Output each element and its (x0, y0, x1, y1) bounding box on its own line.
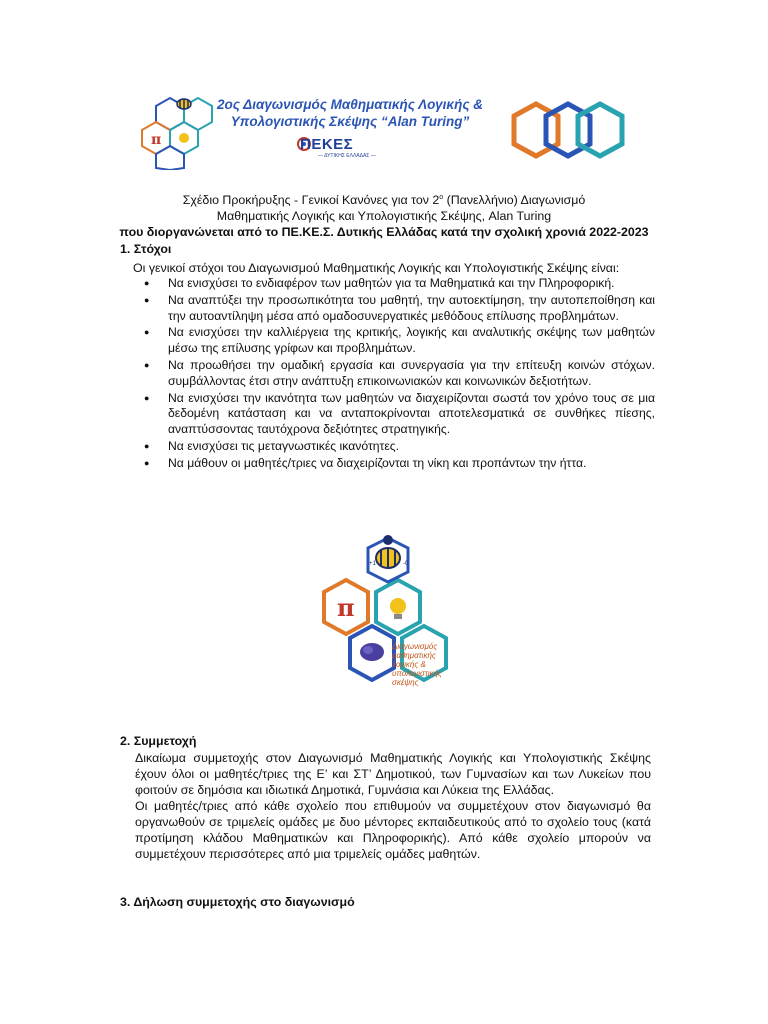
heading-line1 (0, 190, 768, 208)
section-2-title: 2. Συμμετοχή (120, 734, 197, 748)
section-2-paragraph-1: Δικαίωμα συμμετοχής στον Διαγωνισμό Μαθηματικής Λογικής και Υπολογιστικής Σκέψης έχουν όλοι οι μαθητές/τριες της Ε’ και ΣΤ’ Δημοτικού, των Γυμνασίων και των Λυκείων που φοιτούν σε δημόσια και ιδιωτικά Δημοτικά, Γυμνάσια και Λύκεια της Ελλάδας. (135, 751, 651, 797)
banner-bulb-icon (179, 133, 189, 143)
banner-title-line1: 2ος Διαγωνισμός Μαθηματικής Λογικής & (216, 97, 484, 112)
goal-item: ● Να αναπτύξει την προσωπικότητα του μαθητή, την αυτοεκτίμηση, την αυτοπεποίθηση και την αυτοαντίληψη μέσα από ομαδοσυνεργατικές μεθόδους επίλυσης προβλημάτων. (140, 293, 655, 325)
banner-title (200, 96, 500, 130)
document-heading (0, 190, 768, 240)
logo-bee-icon (376, 535, 400, 568)
goal-item: ● Να ενισχύσει το ενδιαφέρον των μαθητών για τα Μαθηματικά και την Πληροφορική. (140, 276, 655, 292)
heading-line1-superscript: ο (439, 194, 444, 201)
section-1-intro: Οι γενικοί στόχοι του Διαγωνισμού Μαθηματικής Λογικής και Υπολογιστικής Σκέψης είναι: (133, 261, 620, 275)
heading-line2: Μαθηματικής Λογικής και Υπολογιστικής Σκέψης, Alan Turing (216, 209, 552, 224)
goal-item: ● Να ενισχύσει την ικανότητα των μαθητών να διαχειρίζονται σωστά τον χρόνο τους σε μια δεδομένη κατάσταση και να ανταποκρίνονται αποτελεσματικά σε συνθήκες πίεσης, αναπτύσσοντας ταυτόχρονα δεξιότητες στρατηγικής. (140, 391, 655, 438)
heading-line1-end: (Πανελλήνιο) Διαγωνισμό (443, 193, 586, 208)
goal-item: ● Να μάθουν οι μαθητές/τριες να διαχειρίζονται τη νίκη και προπάντων την ήττα. (140, 456, 655, 472)
logo-brain-icon (360, 643, 384, 661)
goal-item: ● Να ενισχύσει τις μεταγνωστικές ικανότητες. (140, 439, 655, 455)
goals-list (140, 276, 655, 473)
logo-pi-icon: π (337, 593, 355, 622)
pekes-logo-subtext: — ΔΥΤΙΚΗΣ ΕΛΛΑΔΑΣ — (318, 153, 376, 159)
banner-pi-icon: π (151, 132, 162, 148)
section-1-title: 1. Στόχοι (120, 242, 172, 256)
heading-line3: που διοργανώνεται από το ΠΕ.ΚΕ.Σ. Δυτικής Ελλάδας κατά την σχολική χρονιά 2022-2023 (119, 225, 649, 240)
banner-bee-icon (177, 99, 191, 109)
logo-bee-minus: -0 (403, 561, 409, 567)
banner-hexagon-chain (514, 104, 622, 156)
section-3-title: 3. Δήλωση συμμετοχής στο διαγωνισμό (120, 895, 355, 909)
banner-title-line2: Υπολογιστικής Σκέψης “Alan Turing” (230, 114, 470, 129)
goal-item: ● Να προωθήσει την ομαδική εργασία και συνεργασία για την επίτευξη κοινών στόχων. συμβάλλοντας έτσι στην ανάπτυξη επικοινωνιακών και κοινωνικών δεξιοτήτων. (140, 358, 655, 390)
section-2-paragraph-2: Οι μαθητές/τριες από κάθε σχολείο που επιθυμούν να συμμετέχουν στον διαγωνισμό θα οργανωθούν σε τριμελείς ομάδες με δυο μέντορες εκπαιδευτικούς από το σχολείο τους (κατά προτίμηση κλάδου Μαθηματικών και Πληροφορικής). Από κάθε σχολείο μπορούν να συμμετέχουν περισσότερες από μια τριμελείς ομάδες μαθητών. (135, 799, 651, 861)
contest-logo-caption: Διαγωνισμός μαθηματικής λογικής & υπολογιστικής σκέψης (392, 642, 442, 687)
logo-bee-plus: +1 (369, 561, 376, 567)
goal-item: ● Να ενισχύσει την καλλιέργεια της κριτικής, λογικής και αναλυτικής σκέψης των μαθητών μέσω της επίλυσης γρίφων και προβλημάτων. (140, 325, 655, 357)
pekes-logo-text: ΠΕΚΕΣ (300, 136, 354, 153)
heading-line1-text: Σχέδιο Προκήρυξης - Γενικοί Κανόνες για τον 2 (182, 193, 440, 208)
